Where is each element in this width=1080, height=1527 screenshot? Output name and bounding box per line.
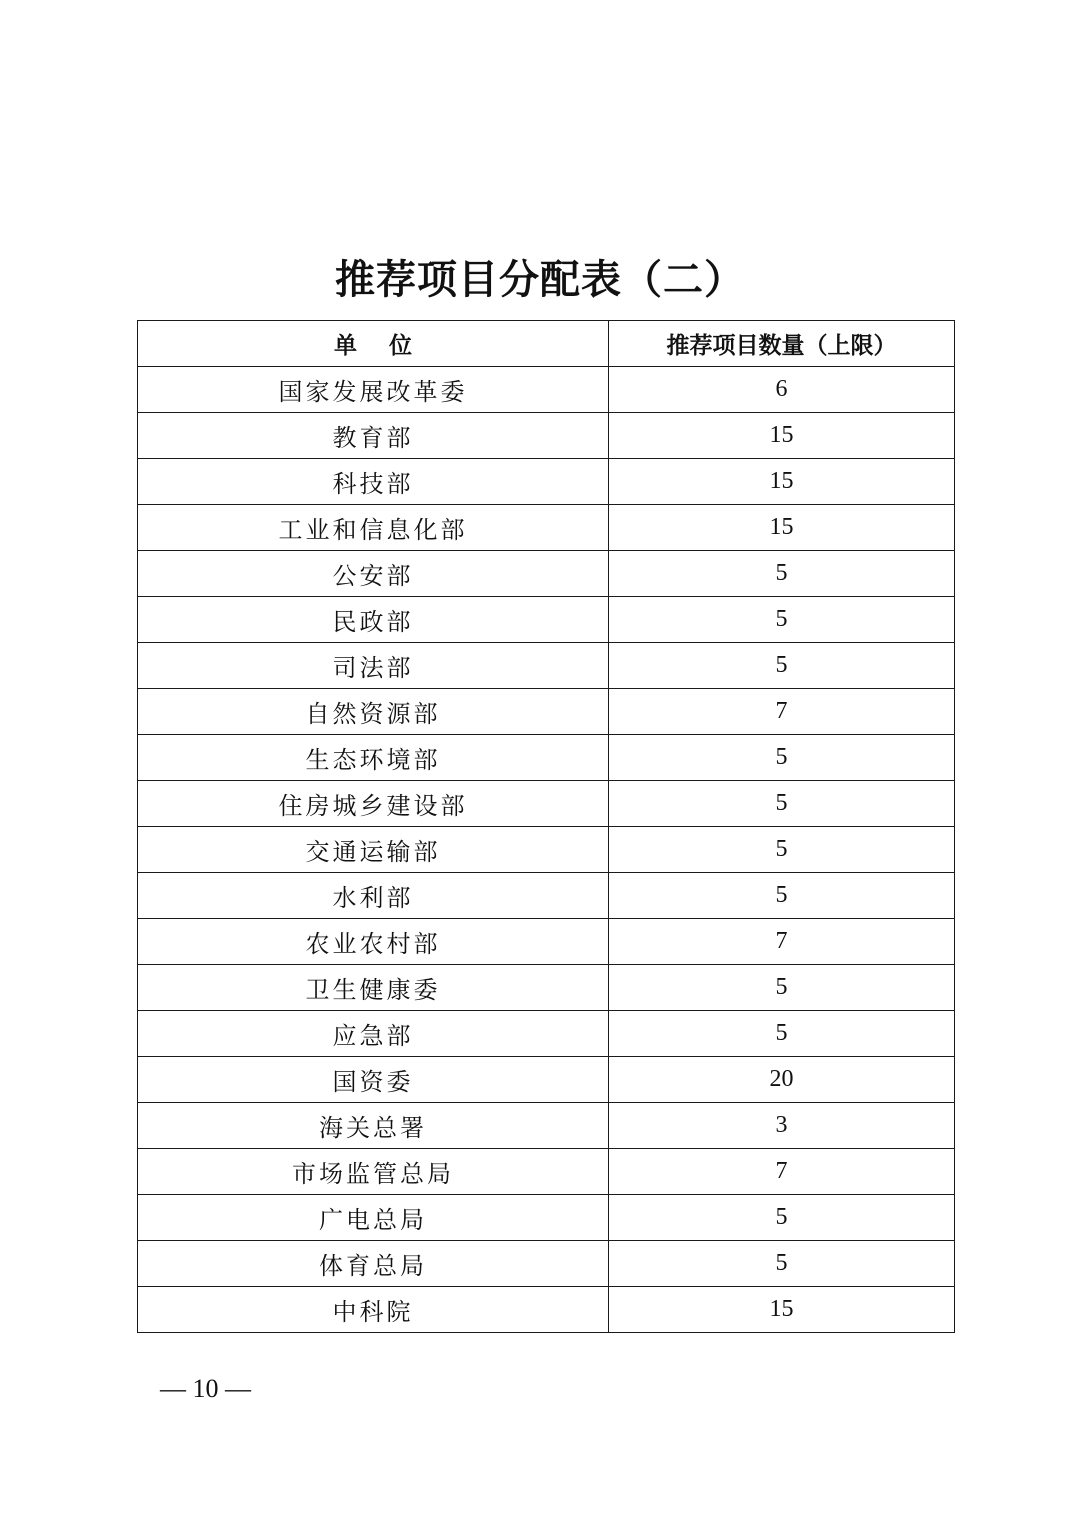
unit-cell: 公安部 (138, 551, 609, 597)
count-cell: 7 (609, 1149, 955, 1195)
unit-cell: 应急部 (138, 1011, 609, 1057)
unit-cell: 国资委 (138, 1057, 609, 1103)
table-row (138, 781, 955, 827)
count-cell: 15 (609, 459, 955, 505)
count-cell: 5 (609, 597, 955, 643)
count-cell: 15 (609, 505, 955, 551)
table-row (138, 735, 955, 781)
count-cell: 5 (609, 1011, 955, 1057)
count-cell: 5 (609, 1241, 955, 1287)
table-row (138, 367, 955, 413)
table-row (138, 873, 955, 919)
header-unit-left: 单 (334, 333, 357, 359)
table-row (138, 1195, 955, 1241)
table-row (138, 1149, 955, 1195)
unit-cell: 广电总局 (138, 1195, 609, 1241)
count-cell: 7 (609, 919, 955, 965)
unit-cell: 住房城乡建设部 (138, 781, 609, 827)
unit-cell: 卫生健康委 (138, 965, 609, 1011)
table-body (138, 367, 955, 1333)
table-row (138, 689, 955, 735)
table-row (138, 1241, 955, 1287)
unit-cell: 民政部 (138, 597, 609, 643)
table-row (138, 919, 955, 965)
table-row (138, 1057, 955, 1103)
count-cell: 20 (609, 1057, 955, 1103)
page-number: — 10 — (160, 1374, 251, 1403)
table-row (138, 551, 955, 597)
count-cell: 15 (609, 413, 955, 459)
unit-cell: 市场监管总局 (138, 1149, 609, 1195)
unit-cell: 教育部 (138, 413, 609, 459)
count-cell: 5 (609, 735, 955, 781)
allocation-table (137, 320, 955, 1333)
unit-cell: 自然资源部 (138, 689, 609, 735)
unit-cell: 海关总署 (138, 1103, 609, 1149)
unit-cell: 科技部 (138, 459, 609, 505)
count-cell: 6 (609, 367, 955, 413)
table-row (138, 1287, 955, 1333)
count-cell: 5 (609, 551, 955, 597)
table-row (138, 597, 955, 643)
count-cell: 5 (609, 873, 955, 919)
table-row (138, 965, 955, 1011)
count-cell: 3 (609, 1103, 955, 1149)
table-row (138, 413, 955, 459)
unit-cell: 水利部 (138, 873, 609, 919)
count-cell: 5 (609, 781, 955, 827)
document-title: 推荐项目分配表（二） (335, 257, 745, 303)
unit-cell: 工业和信息化部 (138, 505, 609, 551)
unit-cell: 国家发展改革委 (138, 367, 609, 413)
count-cell: 7 (609, 689, 955, 735)
table-row (138, 643, 955, 689)
header-unit (138, 321, 609, 367)
count-cell: 15 (609, 1287, 955, 1333)
table-row (138, 1011, 955, 1057)
unit-cell: 农业农村部 (138, 919, 609, 965)
count-cell: 5 (609, 965, 955, 1011)
unit-cell: 体育总局 (138, 1241, 609, 1287)
table-header-row (138, 321, 955, 367)
unit-cell: 司法部 (138, 643, 609, 689)
unit-cell: 中科院 (138, 1287, 609, 1333)
table-row (138, 827, 955, 873)
header-unit-right: 位 (389, 333, 412, 359)
table-row (138, 505, 955, 551)
table-row (138, 459, 955, 505)
table-row (138, 1103, 955, 1149)
count-cell: 5 (609, 1195, 955, 1241)
count-cell: 5 (609, 827, 955, 873)
unit-cell: 生态环境部 (138, 735, 609, 781)
count-cell: 5 (609, 643, 955, 689)
header-count: 推荐项目数量（上限） (609, 321, 955, 367)
unit-cell: 交通运输部 (138, 827, 609, 873)
